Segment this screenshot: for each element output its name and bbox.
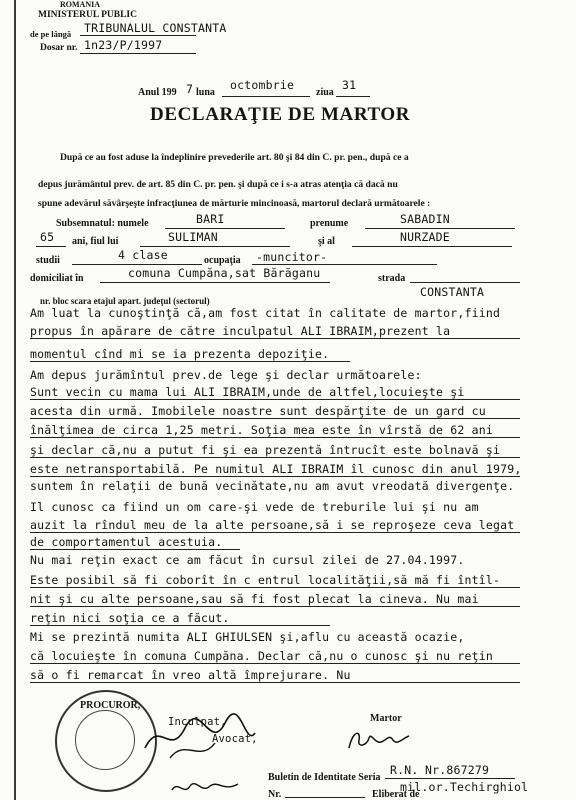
body-line-5: Sunt vecin cu mama lui ALI IBRAIM,unde de altfel,locuieşte şi	[30, 385, 465, 399]
body-line-19: că locuieşte în comuna Cumpăna. Declar că,nu o cunosc şi nu reţin	[30, 649, 494, 663]
intro-line-2: depus jurământul prev. de art. 85 din C. pr. pen. şi după ce i s-a atras atenţia că dacă nu	[38, 179, 398, 190]
tata-value: SULIMAN	[168, 230, 218, 244]
domiciliat-label: domiciliat în	[30, 273, 84, 284]
parchet-label: de pe lângă	[30, 29, 72, 39]
dosar-label: Dosar nr.	[40, 43, 78, 53]
buletin-label: Buletin de Identitate Seria	[268, 772, 381, 783]
body-line-16: nit şi cu alte persoane,sau să fi fost plecat la cineva. Nu mai	[30, 592, 479, 606]
inculpat-label: Inculpat,	[168, 716, 227, 728]
body-line-9: este netransportabilă. Pe numitul ALI IBRAIM îl cunosc din anul 1979,	[30, 462, 522, 476]
body-line-12: auzit la rîndul meu de la alte persoane,să i se reproşeze ceva legat	[30, 518, 515, 532]
body-line-13: de comportamentul acestuia.	[30, 535, 223, 549]
country-label: ROMANIA	[60, 0, 100, 9]
body-line-6: acesta din urmă. Imobilele noastre sunt despărţite de un gard cu	[30, 404, 486, 418]
court-name: TRIBUNALUL CONSTANTA	[84, 21, 227, 35]
mama-value: NURZADE	[400, 230, 450, 244]
month-value: octombrie	[230, 78, 295, 92]
varsta-value: 65	[40, 230, 55, 244]
dosar-number: 1n23/P/1997	[84, 38, 163, 52]
procuror-signature	[168, 776, 248, 800]
prenume-value: SABADIN	[400, 212, 450, 226]
address-line-labels: nr. bloc scara etajul apart. judeţul (sectorul)	[40, 296, 210, 306]
martor-label: Martor	[370, 713, 402, 724]
body-line-15: Este posibil să fi coborît în c entrul localităţii,să mă fi întîl-	[30, 573, 501, 587]
domiciliu-value: comuna Cumpăna,sat Bărăganu	[128, 266, 321, 280]
body-line-7: înălţimea de circa 1,25 metri. Soţia mea este în vîrstă de 62 ani	[30, 423, 494, 437]
judet-value: CONSTANTA	[420, 285, 485, 299]
month-label: luna	[196, 87, 215, 98]
bi-serie: R.N.	[390, 763, 419, 777]
inculpat-signature	[140, 708, 260, 768]
body-line-2: propus în apărare de către inculpatul ALI IBRAIM,prezent la	[30, 324, 451, 338]
body-line-14: Nu mai reţin exact ce am făcut în cursul zilei de 27.04.1997.	[30, 553, 465, 567]
bi-numar: Nr.867279	[425, 763, 490, 777]
ocupatia-value: -muncitor-	[256, 250, 328, 264]
studii-value: 4 clase	[118, 248, 168, 262]
day-label: ziua	[316, 87, 334, 98]
eliberat-de-value: mil.or.Techirghiol	[400, 780, 529, 794]
body-line-8: şi declar că,nu a putut fi şi ea prezentă întrucît este bolnavă şi	[30, 443, 501, 457]
body-line-17: reţin nici soţia ce a făcut.	[30, 611, 230, 625]
eliberat-label: Eliberat de	[372, 789, 420, 800]
si-al-label: şi al	[318, 236, 335, 247]
strada-label: strada	[378, 273, 406, 284]
studii-label: studii	[36, 255, 60, 266]
avocat-label: Avocat,	[212, 733, 258, 745]
intro-line-1: După ce au fost aduse la îndeplinire prevederile art. 80 şi 84 din C. pr. pen., după ce a	[60, 152, 409, 163]
martor-signature	[345, 726, 415, 756]
ministry-label: MINISTERUL PUBLIC	[38, 10, 137, 20]
body-line-4: Am depus jurămîntul prev.de lege şi declar următoarele:	[30, 368, 422, 382]
body-line-20: să o fi remarcat în vreo altă împrejurare. Nu	[30, 668, 351, 682]
body-line-1: Am luat la cunoştinţă că,am fost citat în calitate de martor,fiind	[30, 306, 501, 320]
prenume-label: prenume	[310, 218, 349, 229]
year-digit: 7	[186, 82, 194, 96]
page-margin-line	[14, 0, 16, 800]
ani-label: ani, fiul lui	[72, 236, 119, 247]
procuror-label: PROCUROR,	[80, 700, 141, 711]
intro-line-3: spune adevărul săvârşeşte infracţiunea de mărturie mincinoasă, martorul declară următoarele :	[38, 198, 431, 209]
day-value: 31	[342, 78, 357, 92]
document-title: DECLARAŢIE DE MARTOR	[150, 104, 411, 125]
body-line-18: Mi se prezintă numita ALI GHIULSEN şi,aflu cu această ocazie,	[30, 630, 465, 644]
nume-value: BARI	[196, 212, 225, 226]
year-label: Anul 199	[138, 87, 177, 98]
body-line-3: momentul cînd mi se ia prezenta depoziţie.	[30, 347, 330, 361]
nr-label: Nr.	[268, 789, 282, 800]
ocupatia-label: ocupaţia	[204, 255, 241, 266]
body-line-10: suntem în relaţii de bună vecinătate,nu am avut vreodată divergenţe.	[30, 479, 515, 493]
subsemnatul-label: Subsemnatul: numele	[56, 218, 149, 229]
body-line-11: Il cunosc ca fiind un om care-şi vede de treburile lui şi nu am	[30, 500, 479, 514]
